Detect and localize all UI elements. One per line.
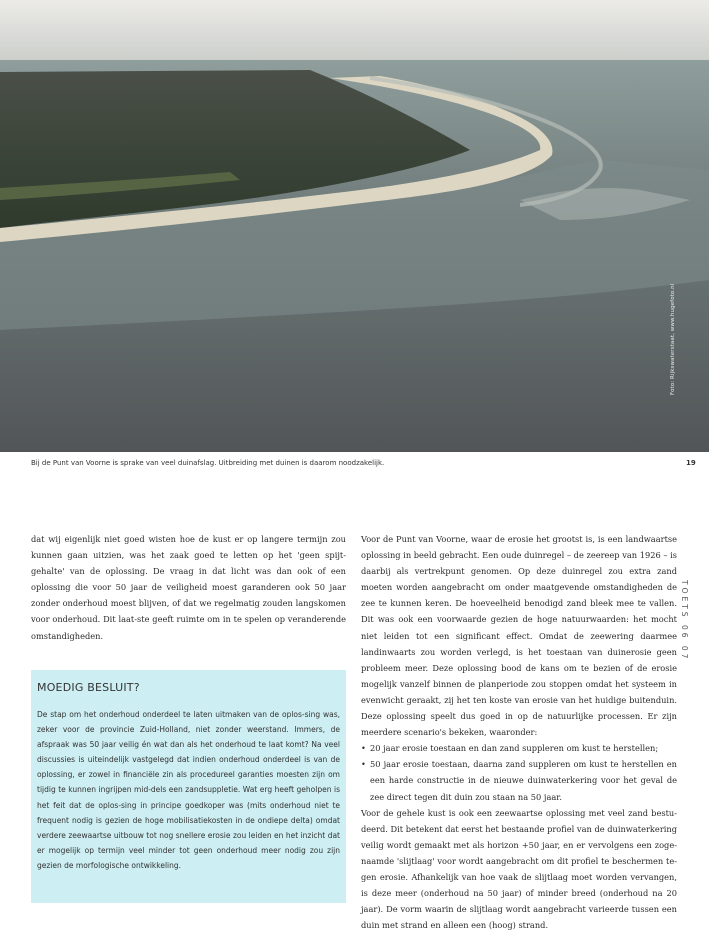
- photo-caption: Bij de Punt van Voorne is sprake van veel duinafslag. Uitbreiding met duinen is daarom noodzakelijk.: [31, 459, 385, 467]
- bullet-icon: •: [361, 743, 366, 754]
- list-item-text: 50 jaar erosie toestaan, daarna zand suppleren om kust te herstellen en een harde constructie in de nieuwe duinwaterkering voor het geval de zee direct tegen dit duin zou staan na 50 jaar.: [370, 759, 677, 802]
- bullet-icon: •: [361, 759, 366, 770]
- left-paragraph: dat wij eigenlijk niet goed wisten hoe de kust er op langere termijn zou kunnen gaan uitzien, was het zaak goed te letten op het 'geen spijt-gehalte' van de oplossing. De vraag in dat licht was dan ook of een oplossing die voor 50 jaar de veiligheid moest garanderen ook 50 jaar zonder onderhoud moest blijven, of dat we regelmatig zouden langskomen voor onderhoud. Dit laat-ste geeft ruimte om in te spelen op veranderende omstandigheden.: [31, 534, 346, 641]
- right-column: [361, 531, 677, 933]
- sidebar-box: [31, 670, 346, 903]
- coast-illustration: [0, 0, 709, 452]
- list-item-text: 20 jaar erosie toestaan en dan zand suppleren om kust te herstellen;: [370, 743, 659, 754]
- scenario-list: [361, 740, 677, 804]
- left-column: [31, 531, 346, 644]
- aerial-coast-photo: [0, 0, 709, 452]
- list-item: [361, 756, 677, 804]
- right-paragraph-2: Voor de gehele kust is ook een zeewaartse oplossing met veel zand bestu-deerd. Dit betekent dat eerst het bestaande profiel van de duinwaterkering veilig wordt gemaakt met als horizon +50 jaar, en er vervolgens een zoge-naamde 'slijtlaag' voor wordt aangebracht om dit profiel te beschermen te-gen erosie. Afhankelijk van hoe vaak de slijtlaag moet worden vervangen, is deze meer (onderhoud na 50 jaar) of minder breed (onderhoud na 20 jaar). De vorm waarin de slijtlaag wordt aangebracht varieerde tussen een duin met strand en alleen een (hoog) strand.: [361, 807, 677, 931]
- side-label: TOETS 06 07: [680, 580, 689, 662]
- right-paragraph-1: Voor de Punt van Voorne, waar de erosie het grootst is, is een landwaartse oplossing in beeld gebracht. Een oude duinregel – de zeereep van 1926 – is daarbij als vertrekpunt genomen. Op deze duinregel zou extra zand moeten worden aangebracht om onder maatgevende omstandigheden de zee te kunnen keren. De hoeveelheid benodigd zand bleek mee te vallen. Dit was ook een voorwaarde gezien de hoge natuurwaarden: het mocht niet leiden tot een significant effect. Omdat de zeewering daarmee landinwaarts zou worden verlegd, is het toestaan van duinerosie geen probleem meer. Deze oplossing bood de kans om te bezien of de erosie mogelijk vanzelf binnen de planperiode zou stoppen omdat het systeem in evenwicht geraakt, zij het ten koste van erosie van het huidige buitenduin. Deze oplossing speelt dus goed in op de natuurlijke processen. Er zijn meerdere scenario's bekeken, waaronder:: [361, 534, 677, 738]
- box-title: MOEDIG BESLUIT?: [37, 681, 140, 694]
- sky-haze: [0, 0, 709, 70]
- photo-credit: Foto: Rijkswaterstaat, www.hugefoto.nl: [670, 283, 676, 395]
- list-item: [361, 740, 677, 756]
- box-text: De stap om het onderhoud onderdeel te laten uitmaken van de oplos-sing was, zeker voor de provincie Zuid-Holland, niet zonder weerstand. Immers, de afspraak was 50 jaar veilig én wat dan als het onderhoud te laat komt? Na veel discussies is uiteindelijk vastgelegd dat indien onderhoud onderdeel is van de oplossing, er zowel in financiële zin als procedureel garanties moesten zijn om tijdig te kunnen ingrijpen mid-dels een zandsuppletie. Wat erg heeft geholpen is het feit dat de oplos-sing in principe goedkoper was (mits onderhoud niet te frequent nodig is gezien de hoge mobilisatiekosten in de ondiepe delta) omdat verdere zeewaartse uitbouw tot nog snellere erosie zou leiden en het inzicht dat er mogelijk op termijn veel minder tot geen onderhoud meer nodig zou zijn gezien de morfologische ontwikkeling.: [37, 710, 340, 870]
- page-number: 19: [686, 459, 696, 467]
